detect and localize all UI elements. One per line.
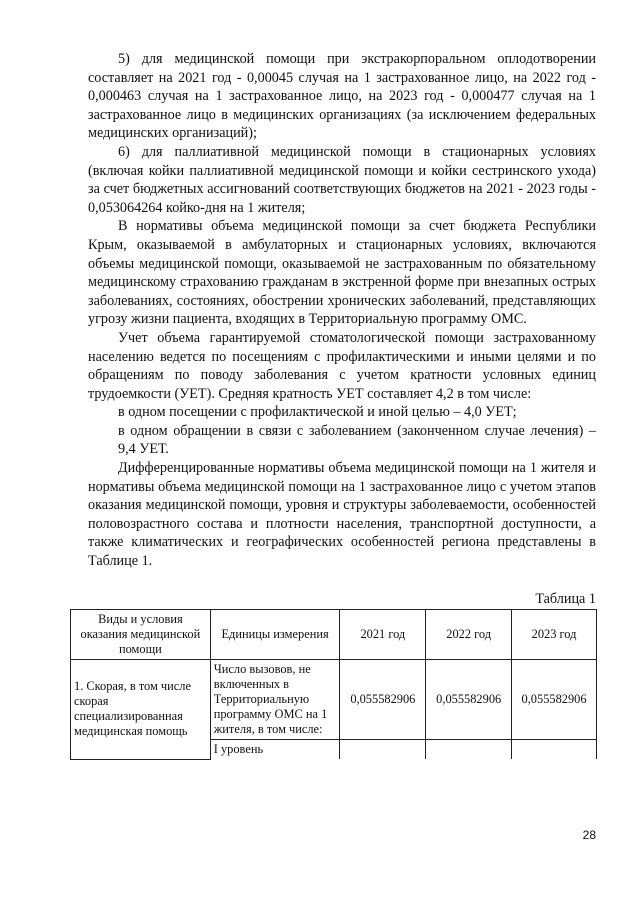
paragraph-ivf: 5) для медицинской помощи при экстракорпоральном оплодотворении составляет на 2021 год - 0,00045 случая на 1 застрахованное лицо, на 2022 год - 0,000463 случая на 1 застрахованное лицо, на 2023 год - 0,000477 случая на 1 застрахованное лицо в медицинских организациях (за исключением федеральных медицинских организаций); (88, 51, 596, 142)
table-row (71, 660, 597, 740)
table-caption: Таблица 1 (535, 591, 596, 607)
header-2022: 2022 год (426, 610, 512, 660)
paragraph-dental-uet: Учет объема гарантируемой стоматологической помощи застрахованному населению ведется по посещениям с профилактическими и иными целями и по обращениям по поводу заболевания с учетом кратности условных единиц трудоемкости (УЕТ). Средняя кратность УЕТ составляет 4,2 в том числе: (88, 329, 596, 402)
paragraph-differentiated-norms: Дифференцированные нормативы объема медицинской помощи на 1 жителя и нормативы объема медицинской помощи на 1 застрахованное лицо с учетом этапов оказания медицинской помощи, уровня и структуры заболеваемости, особенностей половозрастного состава и плотности населения, транспортной доступности, а также климатических и географических особенностей региона представлены в Таблице 1. (88, 460, 596, 570)
row-units: Число вызовов, не включенных в Территориальную программу ОМС на 1 жителя, в том числе: (210, 660, 340, 740)
paragraph-palliative: 6) для паллиативной медицинской помощи в стационарных условиях (включая койки паллиативной медицинской помощи и койки сестринского ухода) за счет бюджетных ассигнований соответствующих бюджетов на 2021 - 2023 годы - 0,053064264 койко-дня на 1 жителя; (88, 143, 596, 216)
value-2023: 0,055582906 (512, 660, 597, 740)
paragraph-uet-visit: в одном посещении с профилактической и иной целью – 4,0 УЕТ; (118, 404, 517, 421)
value-2021: 0,055582906 (340, 660, 426, 740)
value-2021 (340, 740, 426, 760)
paragraph-budget-norms: В нормативы объема медицинской помощи за счет бюджета Республики Крым, оказываемой в амбулаторных и стационарных условиях, включаются объемы медицинской помощи, оказываемой не застрахованным по обязательному медицинскому страхованию гражданам в экстренной форме при внезапных острых заболеваниях, состояниях, обострении хронических заболеваний, представляющих угрозу жизни пациента, входящих в Территориальную программу ОМС. (88, 218, 596, 328)
value-2022 (426, 740, 512, 760)
value-2022: 0,055582906 (426, 660, 512, 740)
header-2021: 2021 год (340, 610, 426, 660)
page-number: 28 (582, 828, 596, 842)
paragraph-uet-case: в одном обращении в связи с заболеванием (законченном случае лечения) – 9,4 УЕТ. (118, 422, 596, 458)
row-type-ambulance: 1. Скорая, в том числе скорая специализированная медицинская помощь (71, 660, 211, 760)
document-body (88, 50, 596, 571)
table-header-row (71, 610, 597, 660)
header-2023: 2023 год (512, 610, 597, 660)
header-units: Единицы измерения (210, 610, 340, 660)
row-units-level-1: I уровень (210, 740, 340, 760)
value-2023 (512, 740, 597, 760)
header-type: Виды и условия оказания медицинской помощи (71, 610, 211, 660)
norms-table (70, 609, 597, 760)
